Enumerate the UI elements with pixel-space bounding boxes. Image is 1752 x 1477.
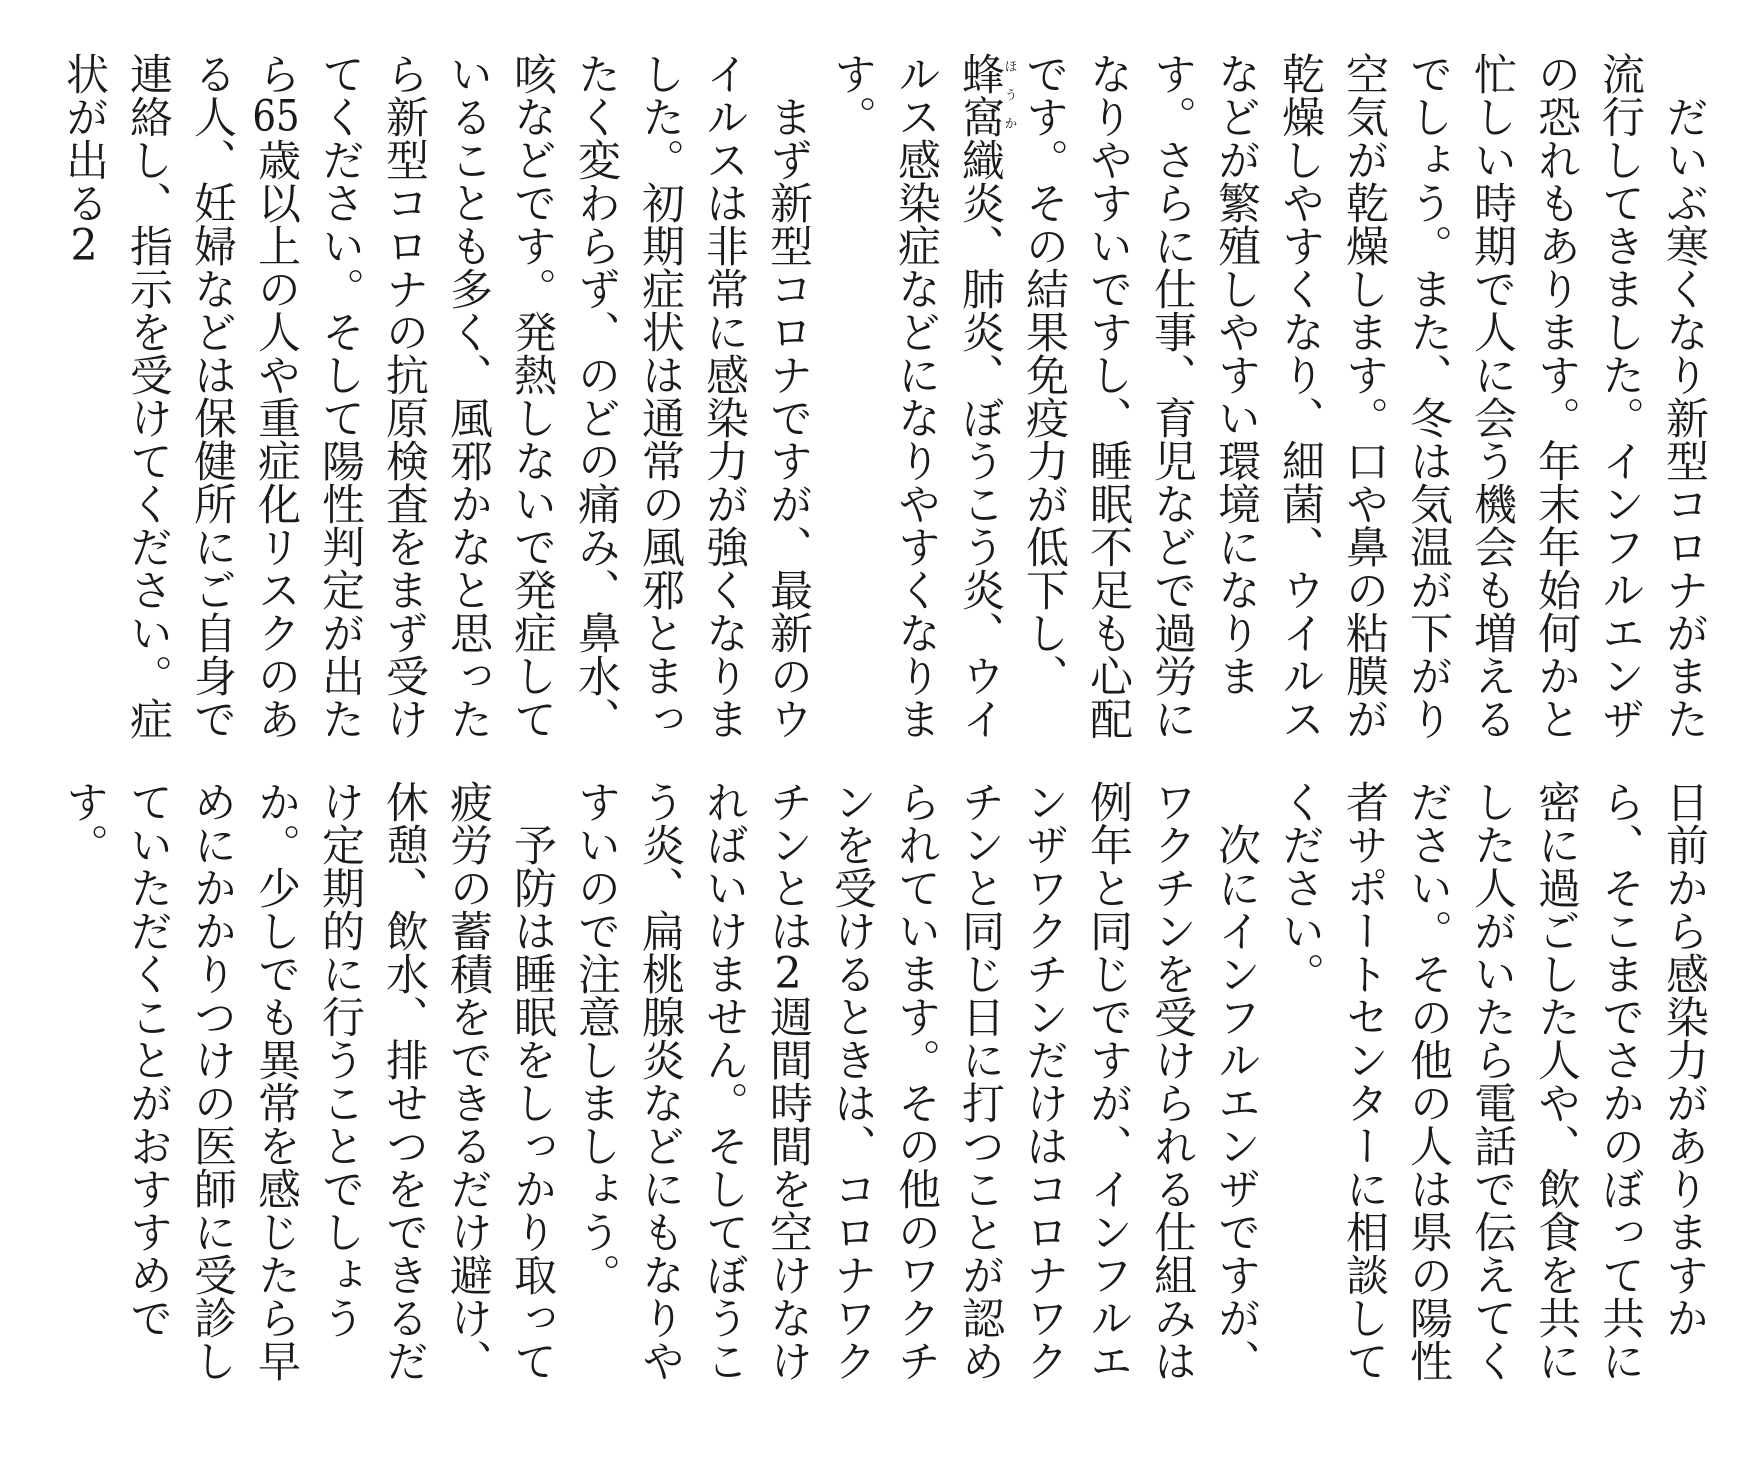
- paragraph-intro-text-cont: 織炎、肺炎、ぼうこう炎、ウイルス感染症などになりやすくなります。: [827, 52, 1005, 740]
- paragraph-intro: [820, 52, 1716, 752]
- paragraph-prevention: [52, 780, 564, 1420]
- ruby-houka: [955, 52, 1017, 138]
- paragraph-influenza-text-cont: 週間時間を空けなければいけません。そしてぼうこう炎、扁桃腺炎などにもなりやすいので注意しましょう。: [571, 780, 813, 1382]
- paragraph-covid-text-cont: 歳以上の人や重症化リスクのある人、妊婦などは保健所にご自身で連絡し、指示を受けてください。症状が出る: [59, 52, 301, 740]
- paragraph-covid-continued: [1268, 780, 1716, 1420]
- ruby-reading-text: ほうか: [1001, 52, 1017, 138]
- paragraph-covid: [52, 52, 820, 752]
- ruby-base-text: 蜂窩: [955, 52, 1005, 138]
- days-number: 2: [70, 224, 98, 267]
- paragraph-covid-continued-text: 日前から感染力がありますから、そこまでさかのぼって共に密に過ごした人や、飲食を共にした人がいたら電話で伝えてください。その他の人は県の陽性者サポートセンターに相談してください。: [1275, 780, 1709, 1382]
- paragraph-influenza: [564, 780, 1268, 1420]
- article-top-tier: [26, 52, 1716, 752]
- weeks-number: 2: [774, 952, 802, 995]
- paragraph-influenza-text: 次にインフルエンザですが、ワクチンを受けられる仕組みは例年と同じですが、インフルエンザワクチンだけはコロナワクチンと同じ日に打つことが認められています。その他のワクチンを受けるときは、コロナワクチンとは: [763, 780, 1261, 1382]
- paragraph-intro-text: だいぶ寒くなり新型コロナがまた流行してきました。インフルエンザの恐れもあります。年末年始何かと忙しい時期で人に会う機会も増えるでしょう。また、冬は気温が下がり空気が乾燥します。口や鼻の粘膜が乾燥しやすくなり、細菌、ウイルスなどが繁殖しやすい環境になります。さらに仕事、育児などで過労になりやすいですし、睡眠不足も心配です。その結果免疫力が低下し、: [1019, 52, 1709, 740]
- paragraph-prevention-text: 予防は睡眠をしっかり取って疲労の蓄積をできるだけ避け、休憩、飲水、排せつをできるだけ定期的に行うことでしょうか。少しでも異常を感じたら早めにかかりつけの医師に受診していただくことがおすすめです。: [59, 780, 557, 1382]
- age-number: 65: [252, 95, 300, 138]
- article-bottom-tier: [26, 780, 1716, 1420]
- paragraph-covid-text: まず新型コロナですが、最新のウイルスは非常に感染力が強くなりました。初期症状は通常の風邪とまったく変わらず、のどの痛み、鼻水、咳などです。発熱しないで発症していることも多く、風邪かなと思ったら新型コロナの抗原検査をまず受けてください。そして陽性判定が出たら: [251, 52, 813, 740]
